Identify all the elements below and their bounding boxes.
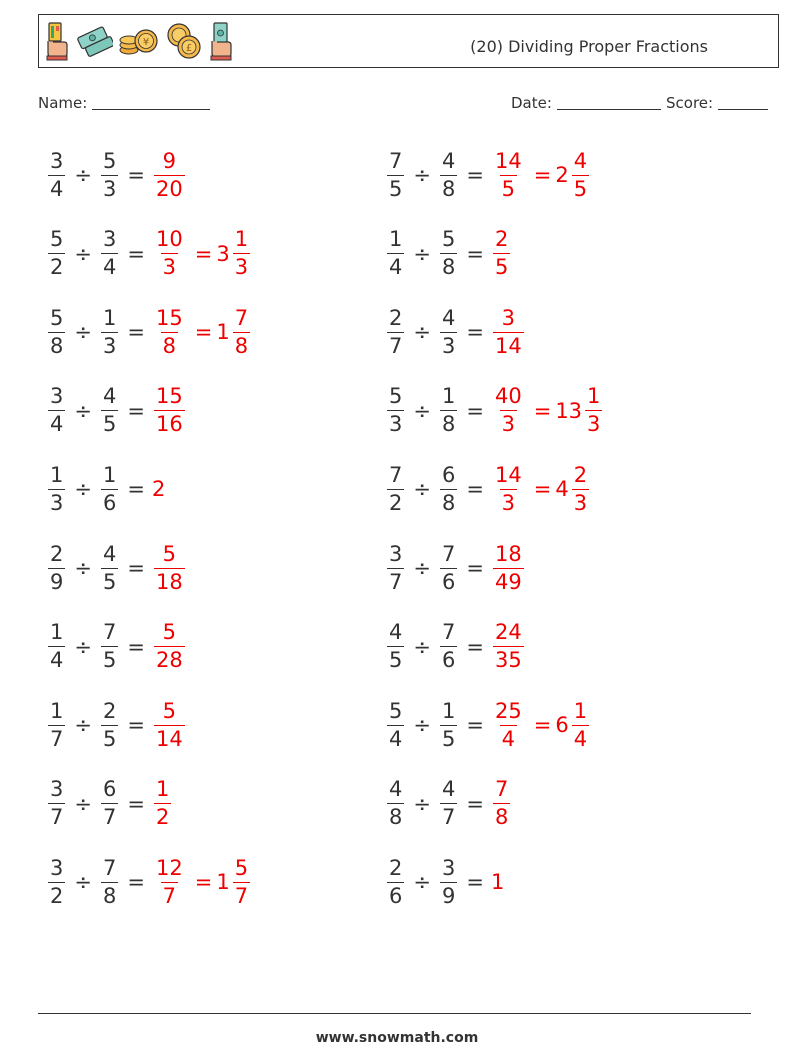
answer-fraction-numerator: 10 bbox=[155, 227, 183, 252]
divide-sign: ÷ bbox=[74, 791, 92, 816]
dividend-fraction bbox=[387, 541, 404, 594]
problem-item bbox=[385, 773, 512, 835]
divisor-fraction-denominator: 5 bbox=[102, 726, 117, 751]
name-field bbox=[38, 94, 210, 112]
dividend-fraction bbox=[387, 229, 404, 278]
divisor-fraction-denominator: 8 bbox=[441, 176, 456, 201]
divisor-fraction-denominator: 3 bbox=[102, 333, 117, 358]
divisor-fraction-numerator: 3 bbox=[102, 227, 117, 252]
answer-fraction-denominator: 35 bbox=[494, 648, 522, 673]
worksheet-title: (20) Dividing Proper Fractions bbox=[470, 37, 708, 56]
dividend-fraction-numerator: 2 bbox=[389, 305, 403, 330]
mixed-fraction-numerator: 1 bbox=[573, 698, 588, 723]
answer-fraction-denominator: 14 bbox=[155, 726, 183, 751]
problem-item bbox=[385, 380, 604, 442]
answer-fraction-denominator: 14 bbox=[494, 333, 522, 358]
mixed-whole: 4 bbox=[555, 477, 569, 502]
date-label: Date: bbox=[511, 94, 552, 112]
divisor-fraction-numerator: 3 bbox=[441, 855, 456, 880]
answer-fraction bbox=[154, 855, 185, 908]
score-label: Score: bbox=[666, 94, 714, 112]
mixed-fraction bbox=[572, 148, 589, 201]
dividend-fraction-numerator: 1 bbox=[389, 227, 403, 252]
equals-sign: = bbox=[127, 556, 145, 580]
divisor-fraction-numerator: 7 bbox=[441, 541, 456, 566]
divide-sign: ÷ bbox=[74, 320, 92, 345]
dividend-fraction-denominator: 5 bbox=[389, 176, 403, 201]
answer-equals-sign: = bbox=[194, 241, 213, 266]
dividend-fraction-denominator: 7 bbox=[389, 569, 403, 594]
answer-equals-sign: = bbox=[533, 398, 552, 423]
divisor-fraction-denominator: 9 bbox=[441, 883, 456, 908]
mixed-number bbox=[555, 386, 604, 435]
divisor-fraction-numerator: 1 bbox=[441, 698, 456, 723]
answer-fraction-numerator: 1 bbox=[155, 777, 170, 802]
problem-item bbox=[46, 144, 187, 206]
dividend-fraction-numerator: 5 bbox=[389, 384, 403, 409]
dividend-fraction bbox=[387, 462, 404, 515]
dividend-fraction-denominator: 8 bbox=[50, 333, 64, 358]
divisor-fraction bbox=[101, 462, 118, 515]
divide-sign: ÷ bbox=[413, 163, 431, 187]
mixed-fraction bbox=[233, 229, 250, 278]
answer-fraction-numerator: 14 bbox=[494, 462, 522, 487]
mixed-fraction-denominator: 4 bbox=[573, 726, 588, 751]
divide-sign: ÷ bbox=[413, 320, 431, 345]
answer-whole: 1 bbox=[490, 870, 505, 895]
answer-fraction-numerator: 40 bbox=[494, 384, 522, 409]
answer-fraction-numerator: 12 bbox=[155, 855, 183, 880]
divisor-fraction-numerator: 4 bbox=[102, 384, 117, 409]
svg-text:¥: ¥ bbox=[142, 37, 150, 48]
answer-fraction bbox=[493, 148, 524, 201]
answer-fraction-denominator: 18 bbox=[155, 569, 183, 594]
mixed-number bbox=[555, 698, 591, 751]
divide-sign: ÷ bbox=[74, 241, 92, 266]
equals-sign: = bbox=[466, 870, 484, 895]
divisor-fraction-numerator: 7 bbox=[102, 620, 117, 645]
answer-fraction-denominator: 5 bbox=[501, 176, 516, 201]
equals-sign: = bbox=[127, 870, 145, 895]
divisor-fraction-denominator: 6 bbox=[441, 648, 456, 673]
answer-fraction-numerator: 15 bbox=[155, 305, 183, 330]
divisor-fraction bbox=[440, 541, 457, 594]
divisor-fraction-denominator: 6 bbox=[441, 569, 456, 594]
answer-fraction-denominator: 7 bbox=[162, 883, 177, 908]
dividend-fraction bbox=[48, 229, 65, 278]
answer-fraction-denominator: 4 bbox=[501, 726, 516, 751]
dividend-fraction bbox=[48, 779, 65, 828]
equals-sign: = bbox=[466, 320, 484, 345]
divisor-fraction bbox=[101, 855, 118, 908]
dividend-fraction-numerator: 7 bbox=[389, 462, 403, 487]
answer-fraction-numerator: 14 bbox=[494, 148, 522, 173]
mixed-whole: 6 bbox=[555, 713, 569, 738]
equals-sign: = bbox=[127, 713, 145, 738]
answer-fraction-numerator: 25 bbox=[494, 698, 522, 723]
problem-item bbox=[46, 223, 252, 285]
divisor-fraction-numerator: 1 bbox=[102, 305, 117, 330]
divisor-fraction-denominator: 8 bbox=[441, 490, 456, 515]
mixed-fraction-denominator: 5 bbox=[573, 176, 588, 201]
divide-sign: ÷ bbox=[413, 791, 431, 816]
divide-sign: ÷ bbox=[413, 241, 431, 266]
answer-fraction-numerator: 5 bbox=[162, 541, 177, 566]
dividend-fraction bbox=[48, 462, 65, 515]
answer-fraction-denominator: 3 bbox=[501, 412, 516, 437]
dividend-fraction-denominator: 6 bbox=[389, 883, 403, 908]
divisor-fraction-numerator: 7 bbox=[441, 620, 456, 645]
problem-item bbox=[385, 694, 591, 756]
mixed-whole: 1 bbox=[216, 320, 230, 345]
mixed-number bbox=[555, 148, 591, 201]
mixed-number bbox=[555, 462, 591, 515]
dividend-fraction-numerator: 4 bbox=[389, 620, 403, 645]
problem-item bbox=[385, 144, 591, 206]
answer-equals-sign: = bbox=[533, 713, 552, 738]
dividend-fraction-numerator: 3 bbox=[50, 148, 64, 173]
equals-sign: = bbox=[466, 556, 484, 580]
dividend-fraction-numerator: 3 bbox=[389, 541, 403, 566]
divisor-fraction bbox=[440, 305, 457, 358]
problem-item bbox=[385, 537, 526, 599]
answer-fraction bbox=[154, 622, 185, 671]
divisor-fraction-denominator: 5 bbox=[102, 569, 117, 594]
answer-fraction-denominator: 8 bbox=[494, 805, 509, 830]
answer-fraction-numerator: 7 bbox=[494, 777, 509, 802]
divisor-fraction-denominator: 3 bbox=[441, 333, 456, 358]
header-icons bbox=[45, 19, 235, 63]
answer-fraction bbox=[154, 698, 185, 751]
answer-fraction-denominator: 49 bbox=[494, 569, 522, 594]
dividend-fraction-numerator: 4 bbox=[389, 777, 403, 802]
divisor-fraction-numerator: 1 bbox=[441, 384, 456, 409]
dividend-fraction-denominator: 2 bbox=[50, 883, 64, 908]
dividend-fraction-numerator: 2 bbox=[50, 541, 64, 566]
equals-sign: = bbox=[466, 163, 484, 187]
answer-fraction-numerator: 5 bbox=[162, 698, 177, 723]
divisor-fraction-numerator: 4 bbox=[441, 305, 456, 330]
mixed-whole: 1 bbox=[216, 870, 230, 895]
mixed-fraction-numerator: 4 bbox=[573, 148, 588, 173]
divide-sign: ÷ bbox=[74, 398, 92, 423]
answer-fraction bbox=[154, 779, 171, 828]
dividend-fraction bbox=[387, 305, 404, 358]
answer-fraction bbox=[154, 386, 185, 435]
equals-sign: = bbox=[127, 634, 145, 659]
dividend-fraction-numerator: 3 bbox=[50, 777, 64, 802]
mixed-fraction-numerator: 1 bbox=[587, 384, 601, 409]
dividend-fraction-denominator: 9 bbox=[50, 569, 64, 594]
divide-sign: ÷ bbox=[413, 398, 431, 423]
problem-item bbox=[46, 773, 173, 835]
divisor-fraction bbox=[440, 229, 457, 278]
divisor-fraction-numerator: 1 bbox=[102, 462, 117, 487]
divisor-fraction-numerator: 4 bbox=[441, 148, 456, 173]
problem-item bbox=[385, 301, 526, 363]
mixed-fraction-denominator: 3 bbox=[573, 490, 588, 515]
divisor-fraction-denominator: 8 bbox=[441, 255, 456, 280]
dividend-fraction-denominator: 4 bbox=[389, 255, 403, 280]
divisor-fraction-denominator: 8 bbox=[102, 883, 117, 908]
answer-fraction bbox=[493, 386, 524, 435]
header-box bbox=[38, 14, 779, 68]
divisor-fraction-denominator: 4 bbox=[102, 255, 117, 280]
mixed-fraction-numerator: 1 bbox=[234, 227, 249, 252]
answer-fraction-denominator: 5 bbox=[494, 255, 509, 280]
divide-sign: ÷ bbox=[74, 634, 92, 659]
dividend-fraction-denominator: 7 bbox=[50, 726, 64, 751]
answer-fraction bbox=[493, 305, 524, 358]
problem-item bbox=[46, 458, 166, 520]
problem-item bbox=[385, 851, 505, 913]
mixed-fraction-numerator: 7 bbox=[234, 305, 249, 330]
problem-item bbox=[46, 537, 187, 599]
equals-sign: = bbox=[127, 477, 145, 502]
divisor-fraction-numerator: 5 bbox=[102, 148, 117, 173]
equals-sign: = bbox=[127, 320, 145, 345]
answer-fraction-numerator: 2 bbox=[494, 227, 509, 252]
dividend-fraction-denominator: 2 bbox=[50, 255, 64, 280]
divide-sign: ÷ bbox=[74, 713, 92, 738]
dividend-fraction bbox=[387, 698, 404, 751]
equals-sign: = bbox=[127, 791, 145, 816]
equals-sign: = bbox=[466, 791, 484, 816]
equals-sign: = bbox=[466, 634, 484, 659]
score-line[interactable] bbox=[718, 96, 768, 110]
divisor-fraction-numerator: 7 bbox=[102, 855, 117, 880]
dividend-fraction-numerator: 3 bbox=[50, 855, 64, 880]
answer-fraction-denominator: 8 bbox=[162, 333, 177, 358]
mixed-fraction bbox=[585, 386, 602, 435]
divisor-fraction-numerator: 4 bbox=[441, 777, 456, 802]
footer-divider bbox=[38, 1013, 751, 1014]
dividend-fraction bbox=[387, 622, 404, 671]
mixed-whole: 3 bbox=[216, 241, 230, 266]
problem-item bbox=[46, 380, 187, 442]
answer-fraction-denominator: 3 bbox=[162, 255, 177, 280]
divisor-fraction bbox=[440, 698, 457, 751]
mixed-fraction-numerator: 5 bbox=[234, 855, 249, 880]
date-field bbox=[511, 94, 661, 112]
divisor-fraction-numerator: 5 bbox=[441, 227, 456, 252]
mixed-number bbox=[216, 305, 252, 358]
answer-fraction-denominator: 16 bbox=[155, 412, 183, 437]
equals-sign: = bbox=[127, 398, 145, 423]
answer-fraction-numerator: 3 bbox=[501, 305, 516, 330]
dividend-fraction-denominator: 4 bbox=[50, 648, 64, 673]
divide-sign: ÷ bbox=[74, 477, 92, 502]
answer-fraction bbox=[154, 148, 185, 201]
equals-sign: = bbox=[127, 163, 145, 187]
divide-sign: ÷ bbox=[74, 556, 92, 580]
divisor-fraction bbox=[440, 462, 457, 515]
mixed-fraction-denominator: 3 bbox=[587, 412, 601, 437]
answer-fraction bbox=[493, 229, 510, 278]
dividend-fraction-numerator: 3 bbox=[50, 384, 64, 409]
dividend-fraction bbox=[48, 148, 65, 201]
dividend-fraction bbox=[48, 698, 65, 751]
answer-fraction bbox=[154, 541, 185, 594]
hand-card-icon bbox=[45, 21, 71, 61]
coins-icon bbox=[165, 21, 203, 61]
mixed-fraction-denominator: 7 bbox=[234, 883, 249, 908]
divisor-fraction bbox=[101, 386, 118, 435]
mixed-fraction-numerator: 2 bbox=[573, 462, 588, 487]
answer-equals-sign: = bbox=[533, 477, 552, 502]
divisor-fraction-denominator: 3 bbox=[102, 176, 117, 201]
mixed-number bbox=[216, 229, 252, 278]
equals-sign: = bbox=[466, 241, 484, 266]
mixed-fraction-denominator: 8 bbox=[234, 333, 249, 358]
dividend-fraction bbox=[387, 855, 404, 908]
problem-item bbox=[385, 458, 591, 520]
dividend-fraction-numerator: 5 bbox=[50, 305, 64, 330]
divisor-fraction-denominator: 5 bbox=[441, 726, 456, 751]
mixed-fraction bbox=[572, 698, 589, 751]
dividend-fraction-denominator: 3 bbox=[389, 412, 403, 437]
problem-item bbox=[46, 851, 252, 913]
divisor-fraction-denominator: 8 bbox=[441, 412, 456, 437]
dividend-fraction-denominator: 2 bbox=[389, 490, 403, 515]
svg-text:£: £ bbox=[185, 43, 193, 54]
dividend-fraction-denominator: 5 bbox=[389, 648, 403, 673]
dividend-fraction bbox=[387, 386, 404, 435]
divisor-fraction bbox=[440, 386, 457, 435]
problem-item bbox=[385, 223, 512, 285]
dividend-fraction-denominator: 4 bbox=[50, 412, 64, 437]
divisor-fraction bbox=[440, 148, 457, 201]
divisor-fraction-numerator: 2 bbox=[102, 698, 117, 723]
problem-item bbox=[46, 616, 187, 678]
mixed-fraction-denominator: 3 bbox=[234, 255, 249, 280]
name-label: Name: bbox=[38, 94, 88, 112]
divisor-fraction-numerator: 6 bbox=[102, 777, 117, 802]
divisor-fraction-numerator: 6 bbox=[441, 462, 456, 487]
divide-sign: ÷ bbox=[413, 634, 431, 659]
dividend-fraction-numerator: 1 bbox=[50, 620, 64, 645]
dividend-fraction-denominator: 3 bbox=[50, 490, 64, 515]
footer-url: www.snowmath.com bbox=[315, 1030, 479, 1046]
mixed-number bbox=[216, 855, 252, 908]
divisor-fraction-denominator: 7 bbox=[441, 805, 456, 830]
dividend-fraction-numerator: 2 bbox=[389, 855, 403, 880]
divisor-fraction bbox=[101, 148, 118, 201]
dividend-fraction bbox=[48, 622, 65, 671]
score-field bbox=[666, 94, 768, 112]
dividend-fraction-numerator: 5 bbox=[50, 227, 64, 252]
dividend-fraction bbox=[48, 855, 65, 908]
answer-equals-sign: = bbox=[194, 320, 213, 345]
equals-sign: = bbox=[466, 713, 484, 738]
dividend-fraction-numerator: 1 bbox=[50, 462, 64, 487]
mixed-fraction bbox=[572, 462, 589, 515]
dividend-fraction bbox=[48, 386, 65, 435]
mixed-fraction bbox=[233, 855, 250, 908]
answer-fraction bbox=[493, 779, 510, 828]
dividend-fraction-denominator: 4 bbox=[389, 726, 403, 751]
divisor-fraction bbox=[101, 698, 118, 751]
dividend-fraction-numerator: 7 bbox=[389, 148, 403, 173]
dividend-fraction bbox=[48, 541, 65, 594]
dividend-fraction bbox=[387, 779, 404, 828]
dividend-fraction-numerator: 5 bbox=[389, 698, 403, 723]
dividend-fraction-denominator: 7 bbox=[50, 805, 64, 830]
divide-sign: ÷ bbox=[74, 870, 92, 895]
answer-whole: 2 bbox=[151, 477, 166, 502]
divisor-fraction-denominator: 6 bbox=[102, 490, 117, 515]
money-bills-icon bbox=[77, 23, 113, 59]
divide-sign: ÷ bbox=[413, 870, 431, 895]
problem-item bbox=[46, 301, 252, 363]
hand-cash-icon bbox=[209, 21, 235, 61]
name-line[interactable] bbox=[92, 96, 210, 110]
divide-sign: ÷ bbox=[74, 163, 92, 187]
answer-fraction-denominator: 2 bbox=[155, 805, 170, 830]
divisor-fraction bbox=[101, 779, 118, 828]
coin-stack-icon bbox=[119, 24, 159, 58]
equals-sign: = bbox=[466, 477, 484, 502]
divisor-fraction-numerator: 4 bbox=[102, 541, 117, 566]
problem-item bbox=[385, 616, 526, 678]
divisor-fraction bbox=[440, 855, 457, 908]
divisor-fraction-denominator: 7 bbox=[102, 805, 117, 830]
answer-fraction bbox=[493, 622, 524, 671]
date-line[interactable] bbox=[557, 96, 661, 110]
answer-fraction-denominator: 3 bbox=[501, 490, 516, 515]
dividend-fraction-denominator: 7 bbox=[389, 333, 403, 358]
divide-sign: ÷ bbox=[413, 556, 431, 580]
answer-fraction-denominator: 28 bbox=[155, 648, 183, 673]
answer-fraction bbox=[493, 698, 524, 751]
answer-fraction-denominator: 20 bbox=[155, 176, 183, 201]
answer-fraction bbox=[154, 305, 185, 358]
answer-equals-sign: = bbox=[194, 870, 213, 895]
mixed-fraction bbox=[233, 305, 250, 358]
mixed-whole: 13 bbox=[555, 398, 583, 423]
divide-sign: ÷ bbox=[413, 477, 431, 502]
divisor-fraction bbox=[101, 305, 118, 358]
divisor-fraction-denominator: 5 bbox=[102, 412, 117, 437]
answer-fraction bbox=[493, 541, 524, 594]
divisor-fraction bbox=[440, 779, 457, 828]
divisor-fraction bbox=[101, 229, 118, 278]
answer-fraction-numerator: 18 bbox=[494, 541, 522, 566]
equals-sign: = bbox=[127, 241, 145, 266]
answer-fraction-numerator: 9 bbox=[162, 148, 177, 173]
divide-sign: ÷ bbox=[413, 713, 431, 738]
dividend-fraction-numerator: 1 bbox=[50, 698, 64, 723]
answer-fraction bbox=[493, 462, 524, 515]
dividend-fraction-denominator: 8 bbox=[389, 805, 403, 830]
mixed-whole: 2 bbox=[555, 163, 569, 187]
dividend-fraction bbox=[48, 305, 65, 358]
divisor-fraction bbox=[101, 541, 118, 594]
divisor-fraction-denominator: 5 bbox=[102, 648, 117, 673]
divisor-fraction bbox=[440, 622, 457, 671]
divisor-fraction bbox=[101, 622, 118, 671]
answer-fraction-numerator: 24 bbox=[494, 620, 522, 645]
answer-equals-sign: = bbox=[533, 163, 552, 187]
dividend-fraction-denominator: 4 bbox=[50, 176, 64, 201]
answer-fraction-numerator: 5 bbox=[162, 620, 177, 645]
answer-fraction-numerator: 15 bbox=[155, 384, 183, 409]
answer-fraction bbox=[154, 229, 185, 278]
problem-item bbox=[46, 694, 187, 756]
equals-sign: = bbox=[466, 398, 484, 423]
dividend-fraction bbox=[387, 148, 404, 201]
